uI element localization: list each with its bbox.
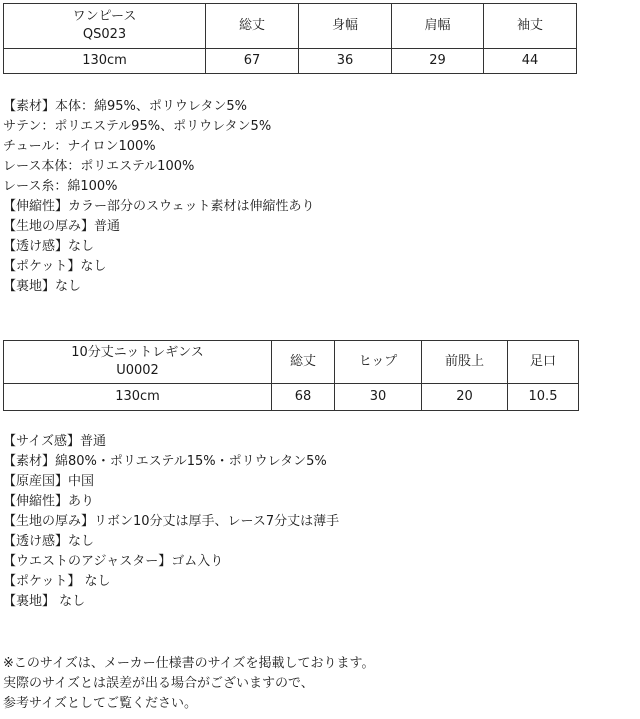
- detail-line: 【裏地】なし: [3, 279, 82, 294]
- detail-line: レース糸：綿100%: [3, 179, 118, 194]
- value-cell: 68: [272, 384, 335, 411]
- column-header: 前股上: [422, 341, 508, 384]
- product-name: ワンピース: [72, 9, 137, 24]
- size-table-leggings: [3, 340, 579, 411]
- product-code: U0002: [116, 363, 159, 378]
- detail-line: 【ポケット】なし: [3, 259, 107, 274]
- column-header: 総丈: [272, 341, 335, 384]
- detail-line: 【ウエストのアジャスター】ゴム入り: [3, 554, 224, 569]
- detail-line: 【サイズ感】普通: [3, 434, 106, 449]
- column-header: 袖丈: [484, 4, 577, 49]
- product-code: QS023: [82, 27, 127, 42]
- product-name-cell: [4, 341, 272, 384]
- note-line: 参考サイズとしてご覧ください。: [3, 696, 197, 711]
- value-cell: 30: [335, 384, 422, 411]
- detail-line: サテン：ポリエステル95%、ポリウレタン5%: [3, 119, 272, 134]
- detail-line: 【伸縮性】あり: [3, 494, 95, 509]
- value-cell: 44: [484, 49, 577, 74]
- product-name: 10分丈ニットレギンス: [71, 345, 204, 360]
- note-line: 実際のサイズとは誤差が出る場合がございますので、: [3, 676, 314, 691]
- value-cell: 20: [422, 384, 508, 411]
- detail-line: 【透け感】なし: [3, 534, 95, 549]
- detail-line: レース本体：ポリエステル100%: [3, 159, 195, 174]
- detail-line: 【原産国】中国: [3, 474, 95, 489]
- size-table-header-row: [4, 4, 577, 49]
- detail-line: 【素材】綿80%・ポリエステル15%・ポリウレタン5%: [3, 454, 327, 469]
- size-table-header-row: [4, 341, 579, 384]
- product-name-cell: [4, 4, 206, 49]
- table-row: [4, 49, 577, 74]
- value-cell: 36: [299, 49, 392, 74]
- detail-line: 【裏地】 なし: [3, 594, 86, 609]
- detail-line: 【素材】本体：綿95%、ポリウレタン5%: [3, 99, 247, 114]
- column-header: 肩幅: [392, 4, 484, 49]
- column-header: 足口: [508, 341, 579, 384]
- detail-line: 【ポケット】 なし: [3, 574, 111, 589]
- value-cell: 10.5: [508, 384, 579, 411]
- size-table-dress: [3, 3, 577, 74]
- table-row: [4, 384, 579, 411]
- detail-line: チュール：ナイロン100%: [3, 139, 156, 154]
- size-cell: 130cm: [4, 384, 272, 411]
- note-line: ※このサイズは、メーカー仕様書のサイズを掲載しております。: [3, 656, 375, 671]
- detail-line: 【透け感】なし: [3, 239, 95, 254]
- leggings-details: [3, 432, 339, 612]
- detail-line: 【生地の厚み】普通: [3, 219, 121, 234]
- detail-line: 【生地の厚み】リボン10分丈は厚手、レース7分丈は薄手: [3, 514, 340, 529]
- detail-line: 【伸縮性】カラー部分のスウェット素材は伸縮性あり: [3, 199, 315, 214]
- value-cell: 29: [392, 49, 484, 74]
- dress-details: [3, 97, 314, 297]
- size-notes: [3, 654, 375, 714]
- column-header: 身幅: [299, 4, 392, 49]
- value-cell: 67: [206, 49, 299, 74]
- column-header: ヒップ: [335, 341, 422, 384]
- column-header: 総丈: [206, 4, 299, 49]
- size-cell: 130cm: [4, 49, 206, 74]
